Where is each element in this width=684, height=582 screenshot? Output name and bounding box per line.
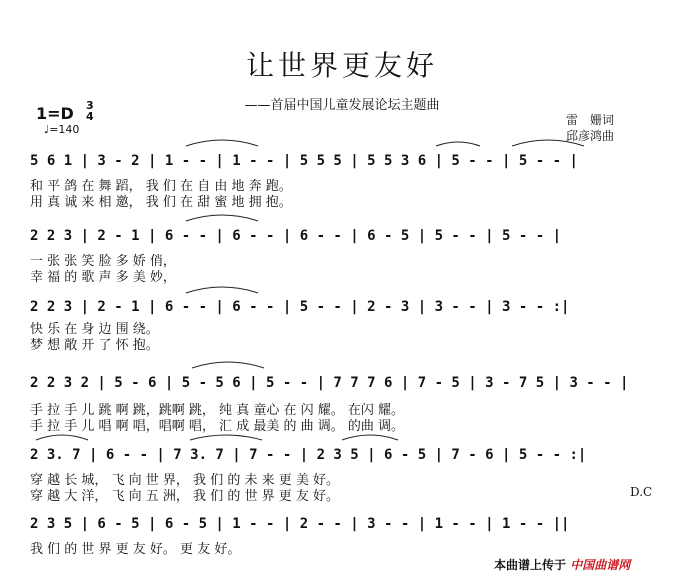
- lyrics-row-6-verse-1: 我 们 的 世 界 更 友 好。 更 友 好。: [30, 542, 241, 557]
- slur-arc: [436, 142, 480, 146]
- slur-arc: [186, 215, 258, 221]
- slur-arc: [512, 140, 584, 146]
- slur-arc: [186, 287, 258, 293]
- slur-arc: [192, 362, 264, 368]
- lyrics-row-1-verse-1: 和 平 鸽 在 舞 蹈， 我 们 在 自 由 地 奔 跑。: [30, 179, 292, 194]
- time-signature-top: 3: [86, 99, 94, 112]
- composer-credit: 邱彦鸿曲: [566, 129, 615, 143]
- notation-row-4: 2 2 3 2 | 5 - 6 | 5 - 5 6 | 5 - - | 7 7 7 6 | 7 - 5 | 3 - 7 5 | 3 - - |: [30, 375, 629, 391]
- source-site-name: 中国曲谱网: [570, 558, 631, 572]
- lyrics-row-4-verse-1: 手 拉 手 儿 跳 啊 跳，跳啊 跳， 纯 真 童心 在 闪 耀。 在闪 耀。: [30, 403, 404, 418]
- notation-row-3: 2 2 3 | 2 - 1 | 6 - - | 6 - - | 5 - - | 2 - 3 | 3 - - | 3 - - :|: [30, 299, 570, 315]
- key-signature: 1=D: [36, 104, 74, 123]
- notation-row-2: 2 2 3 | 2 - 1 | 6 - - | 6 - - | 6 - - | 6 - 5 | 5 - - | 5 - - |: [30, 228, 562, 244]
- lyrics-row-5-verse-1: 穿 越 长 城， 飞 向 世 界， 我 们 的 未 来 更 美 好。: [30, 473, 339, 488]
- song-title: 让世界更友好: [245, 49, 438, 82]
- notation-row-6: 2 3 5 | 6 - 5 | 6 - 5 | 1 - - | 2 - - | 3 - - | 1 - - | 1 - - ||: [30, 516, 570, 532]
- notation-row-5: 2 3. 7 | 6 - - | 7 3. 7 | 7 - - | 2 3 5 | 6 - 5 | 7 - 6 | 5 - - :|: [30, 447, 587, 463]
- slur-arc: [186, 140, 258, 146]
- slur-arc: [36, 435, 88, 440]
- lyrics-row-4-verse-2: 手 拉 手 儿 唱 啊 唱，唱啊 唱， 汇 成 最美 的 曲 调。 的曲 调。: [30, 419, 404, 434]
- lyrics-row-2-verse-2: 幸 福 的 歌 声 多 美 妙，: [30, 270, 176, 285]
- lyrics-row-3-verse-1: 快 乐 在 身 边 围 绕。: [30, 322, 159, 337]
- lyrics-row-2-verse-1: 一 张 张 笑 脸 多 娇 俏，: [30, 254, 176, 269]
- time-signature-bottom: 4: [86, 110, 94, 123]
- song-subtitle: ——首届中国儿童发展论坛主题曲: [244, 98, 440, 113]
- tempo-marking: ♩=140: [44, 123, 80, 136]
- da-capo-marking: D.C: [630, 485, 653, 499]
- slur-arc: [342, 435, 398, 440]
- lyricist-credit: 雷 姗词: [566, 113, 615, 127]
- lyrics-row-1-verse-2: 用 真 诚 来 相 邀， 我 们 在 甜 蜜 地 拥 抱。: [30, 195, 292, 210]
- lyrics-row-3-verse-2: 梦 想 敞 开 了 怀 抱。: [30, 338, 159, 353]
- lyrics-row-5-verse-2: 穿 越 大 洋， 飞 向 五 洲， 我 们 的 世 界 更 友 好。: [30, 489, 339, 504]
- slur-arc: [190, 435, 262, 440]
- source-footer-prefix: 本曲谱上传于: [494, 558, 567, 572]
- notation-row-1: 5 6 1 | 3 - 2 | 1 - - | 1 - - | 5 5 5 | 5 5 3 6 | 5 - - | 5 - - |: [30, 153, 578, 169]
- source-footer: [494, 556, 630, 573]
